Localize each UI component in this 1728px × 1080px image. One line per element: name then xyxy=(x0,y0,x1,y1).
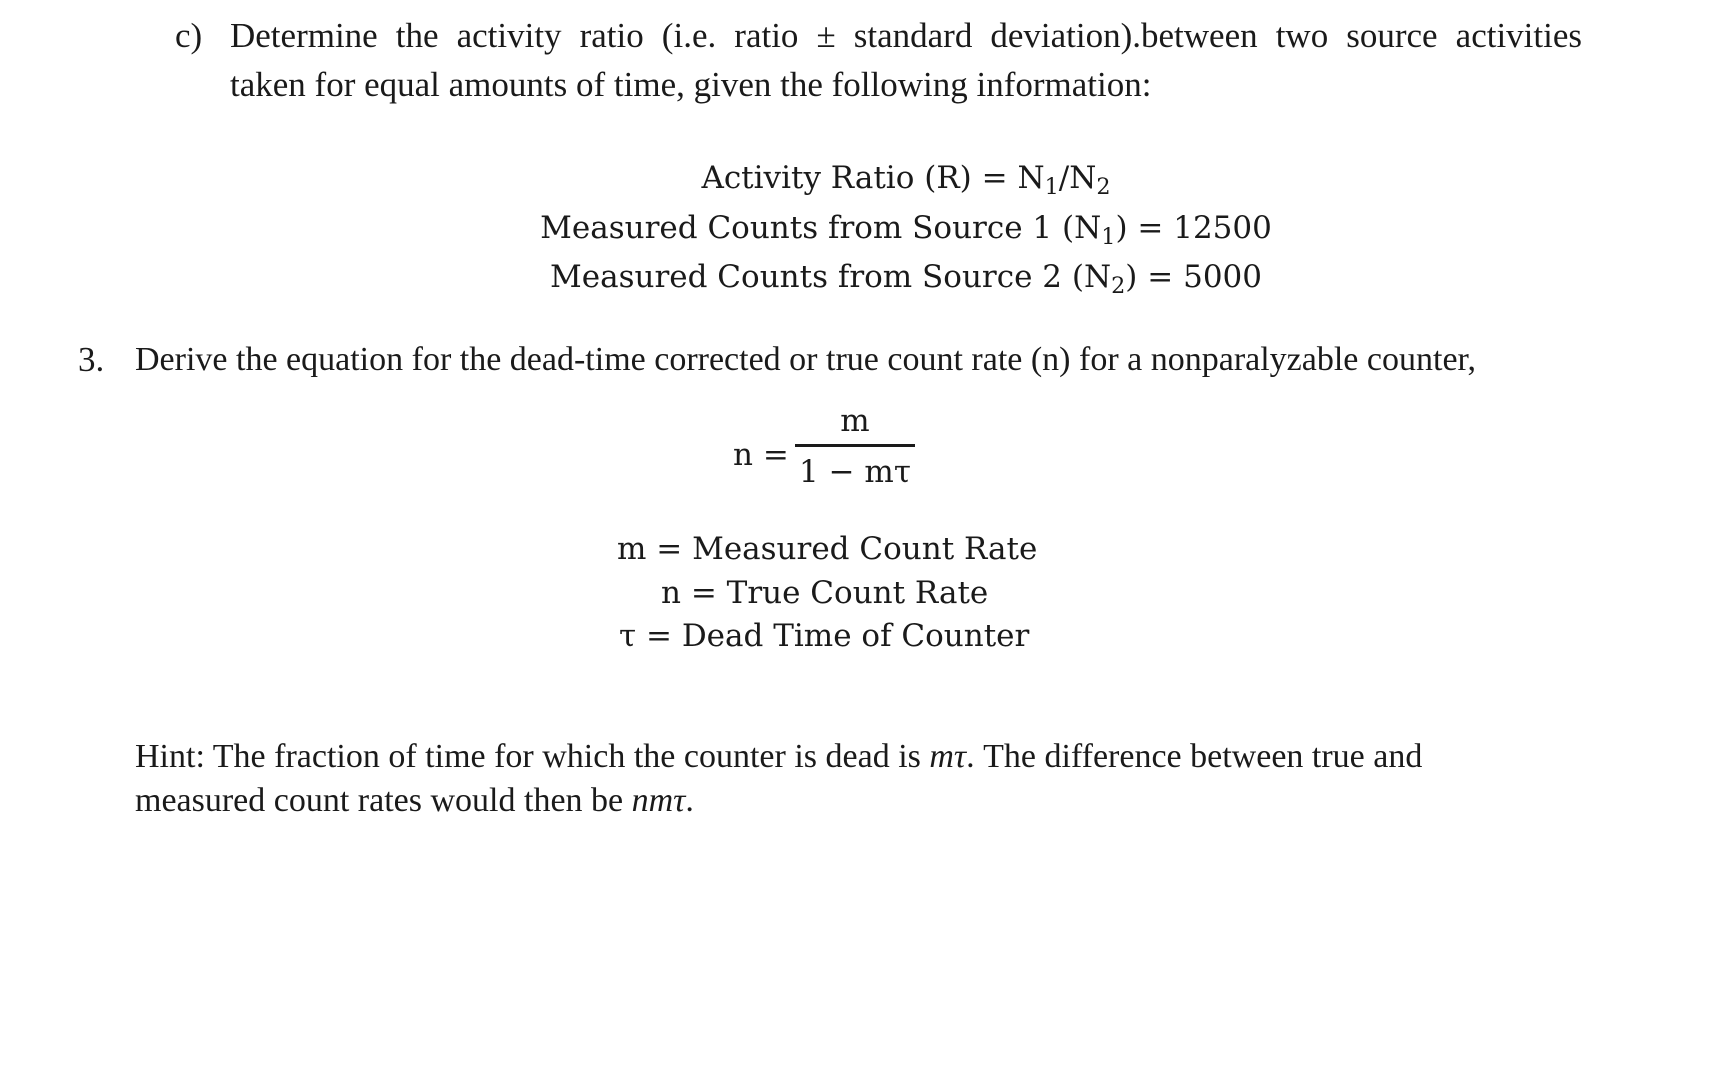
fraction-denominator: 1 − mτ xyxy=(799,454,911,490)
fraction-numerator: m xyxy=(840,403,870,439)
part-c-line-2: taken for equal amounts of time, given the following information: xyxy=(230,65,1152,104)
ratio-label: Activity Ratio (R) = N xyxy=(701,160,1045,196)
hint-line-1-post: . The difference between true and xyxy=(966,738,1423,775)
hint-line-1-pre: Hint: The fraction of time for which the counter is dead is xyxy=(135,738,930,775)
hint-line-1 xyxy=(135,733,1422,781)
n1-close: ) xyxy=(1115,210,1128,246)
definition-m: m = Measured Count Rate xyxy=(617,531,1038,567)
n2-label: Measured Counts from Source 2 (N xyxy=(550,259,1112,295)
n1-value: = 12500 xyxy=(1137,210,1272,246)
n1-sub: 1 xyxy=(1101,224,1116,251)
hint-var-n-m-tau: nmτ xyxy=(631,782,686,819)
n2-sub: 2 xyxy=(1111,273,1126,300)
definition-n: n = True Count Rate xyxy=(661,575,989,611)
question-3-text: Derive the equation for the dead-time corrected or true count rate (n) for a nonparalyzable counter, xyxy=(135,341,1476,378)
ratio-mid: /N xyxy=(1058,160,1097,196)
hint-line-2-post: . xyxy=(685,782,694,819)
equation-fraction xyxy=(795,400,915,493)
question-3-number: 3. xyxy=(78,340,105,379)
fraction-bar xyxy=(795,444,915,447)
source-2-counts xyxy=(0,259,1728,300)
definition-tau: τ = Dead Time of Counter xyxy=(619,618,1030,654)
hint-line-2 xyxy=(135,777,694,825)
ratio-sub-2: 2 xyxy=(1096,174,1111,201)
hint-var-m-tau: mτ xyxy=(929,738,967,775)
ratio-sub-1: 1 xyxy=(1044,174,1059,201)
source-1-counts xyxy=(0,210,1728,251)
part-c-label: c) xyxy=(175,16,203,55)
part-c-line-1: Determine the activity ratio (i.e. ratio ± standard deviation).between two source activities xyxy=(230,16,1582,55)
hint-line-2-pre: measured count rates would then be xyxy=(135,782,632,819)
n1-label: Measured Counts from Source 1 (N xyxy=(540,210,1102,246)
n2-value: = 5000 xyxy=(1147,259,1262,295)
n2-close: ) xyxy=(1125,259,1138,295)
equation-lhs: n = xyxy=(733,437,789,473)
activity-ratio-formula xyxy=(0,160,1728,201)
